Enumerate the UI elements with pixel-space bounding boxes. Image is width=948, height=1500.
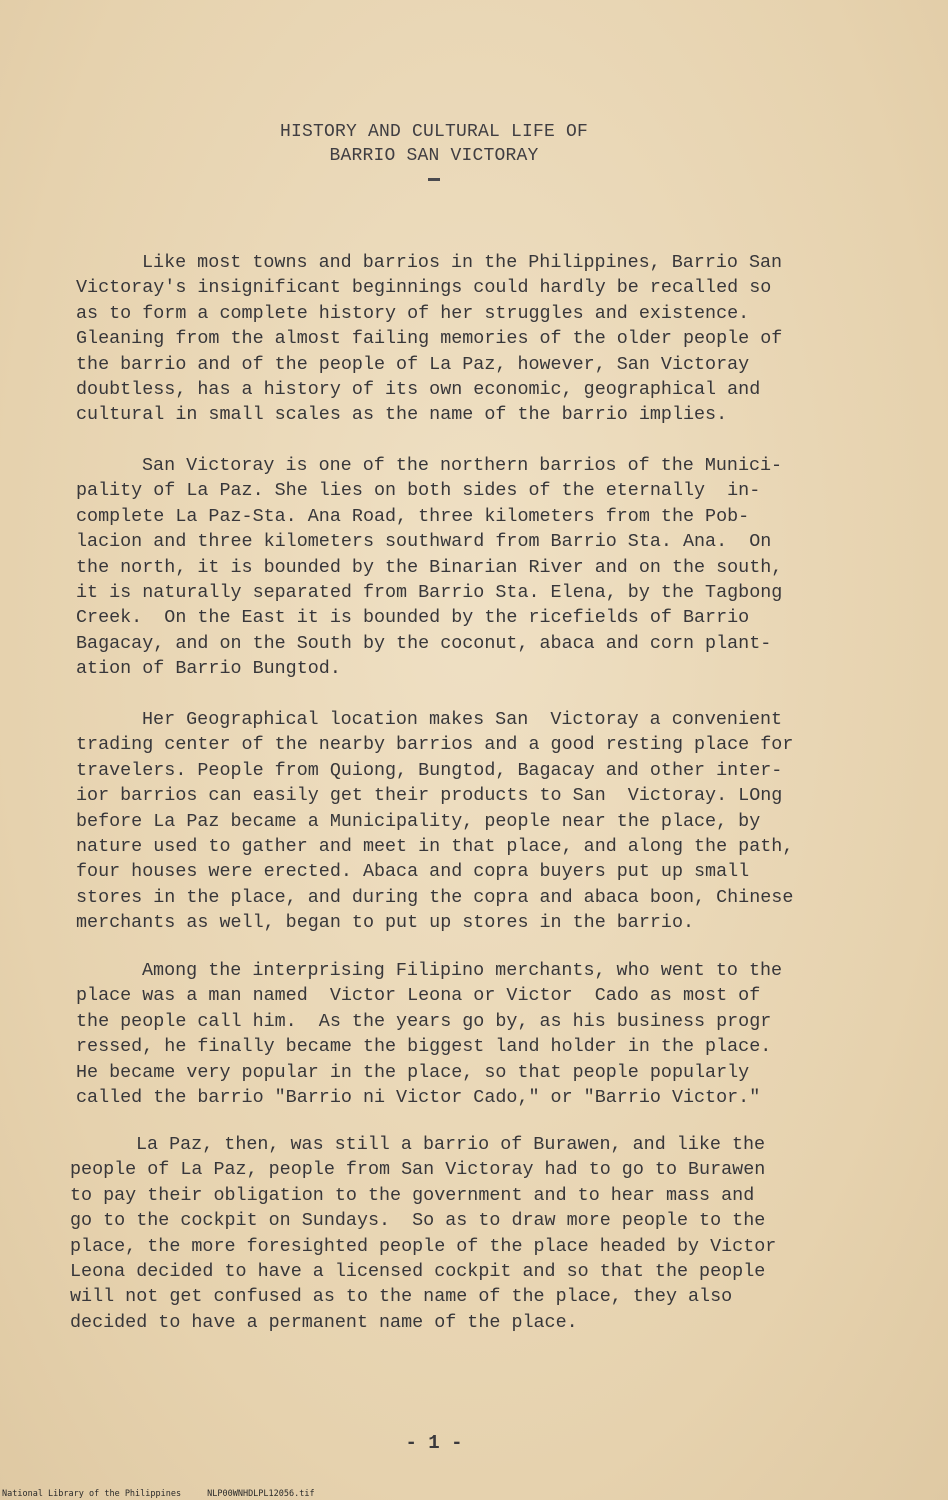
text-line: will not get confused as to the name of the place, they also [70, 1286, 733, 1308]
text-line: decided to have a permanent name of the place. [70, 1311, 578, 1333]
title-underline-dash [428, 178, 440, 181]
paragraph-4 [76, 958, 888, 1110]
paragraph-5 [70, 1132, 882, 1335]
scan-footer [2, 1489, 341, 1499]
text-line: Her Geographical location makes San Victoray a convenient [142, 709, 783, 730]
text-line: travelers. People from Quiong, Bungtod, Bagacay and other inter- [76, 759, 783, 781]
text-line: Creek. On the East it is bounded by the ricefields of Barrio [76, 607, 750, 629]
text-line: called the barrio "Barrio ni Victor Cado," or "Barrio Victor." [76, 1086, 761, 1108]
text-line: ior barrios can easily get their products to San Victoray. LOng [76, 785, 783, 807]
text-line: merchants as well, began to put up stores in the barrio. [76, 912, 695, 934]
text-line: nature used to gather and meet in that place, and along the path, [76, 835, 794, 857]
text-line: pality of La Paz. She lies on both sides of the eternally in- [76, 480, 761, 502]
text-line: to pay their obligation to the government and to hear mass and [70, 1184, 755, 1206]
text-line: San Victoray is one of the northern barrios of the Munici- [142, 455, 783, 476]
text-line: people of La Paz, people from San Victoray had to go to Burawen [70, 1159, 766, 1181]
text-line: as to form a complete history of her struggles and existence. [76, 302, 750, 324]
text-line: Leona decided to have a licensed cockpit and so that the people [70, 1260, 766, 1282]
paragraph-2 [76, 453, 888, 682]
text-line: ressed, he finally became the biggest land holder in the place. [76, 1036, 772, 1058]
text-line: trading center of the nearby barrios and a good resting place for [76, 734, 794, 756]
text-line: doubtless, has a history of its own economic, geographical and [76, 378, 761, 400]
text-line: He became very popular in the place, so that people popularly [76, 1061, 750, 1083]
text-line: it is naturally separated from Barrio Sta. Elena, by the Tagbong [76, 581, 783, 603]
paragraph-1 [76, 250, 888, 428]
text-line: Gleaning from the almost failing memories of the older people of [76, 328, 783, 350]
text-line: lacion and three kilometers southward from Barrio Sta. Ana. On [76, 531, 772, 553]
paragraph-3 [76, 707, 888, 936]
text-line: the north, it is bounded by the Binarian River and on the south, [76, 556, 783, 578]
text-line: Among the interprising Filipino merchants, who went to the [142, 960, 783, 981]
text-line: Victoray's insignificant beginnings could hardly be recalled so [76, 277, 772, 299]
text-line: place was a man named Victor Leona or Victor Cado as most of [76, 985, 761, 1007]
text-line: four houses were erected. Abaca and copra buyers put up small [76, 861, 750, 883]
text-line: ation of Barrio Bungtod. [76, 658, 341, 680]
text-line: La Paz, then, was still a barrio of Burawen, and like the [136, 1134, 766, 1155]
document-title-line-2: BARRIO SAN VICTORAY [329, 146, 539, 166]
text-line: go to the cockpit on Sundays. So as to draw more people to the [70, 1210, 766, 1232]
page-number: - 1 - [405, 1432, 463, 1454]
footer-library: National Library of the Philippines [2, 1489, 182, 1499]
document-title-line-1: HISTORY AND CULTURAL LIFE OF [279, 122, 589, 142]
text-line: the people call him. As the years go by, as his business progr [76, 1010, 772, 1032]
text-line: before La Paz became a Municipality, people near the place, by [76, 810, 761, 832]
text-line: Bagacay, and on the South by the coconut, abaca and corn plant- [76, 632, 772, 654]
text-line: stores in the place, and during the copra and abaca boon, Chinese [76, 886, 794, 908]
text-line: cultural in small scales as the name of the barrio implies. [76, 404, 728, 426]
text-line: complete La Paz-Sta. Ana Road, three kilometers from the Pob- [76, 505, 750, 527]
text-line: place, the more foresighted people of the place headed by Victor [70, 1235, 777, 1257]
text-line: the barrio and of the people of La Paz, however, San Victoray [76, 353, 750, 375]
text-line: Like most towns and barrios in the Philippines, Barrio San [142, 252, 783, 273]
footer-filename: NLP00WNHDLPL12056.tif [207, 1489, 315, 1499]
